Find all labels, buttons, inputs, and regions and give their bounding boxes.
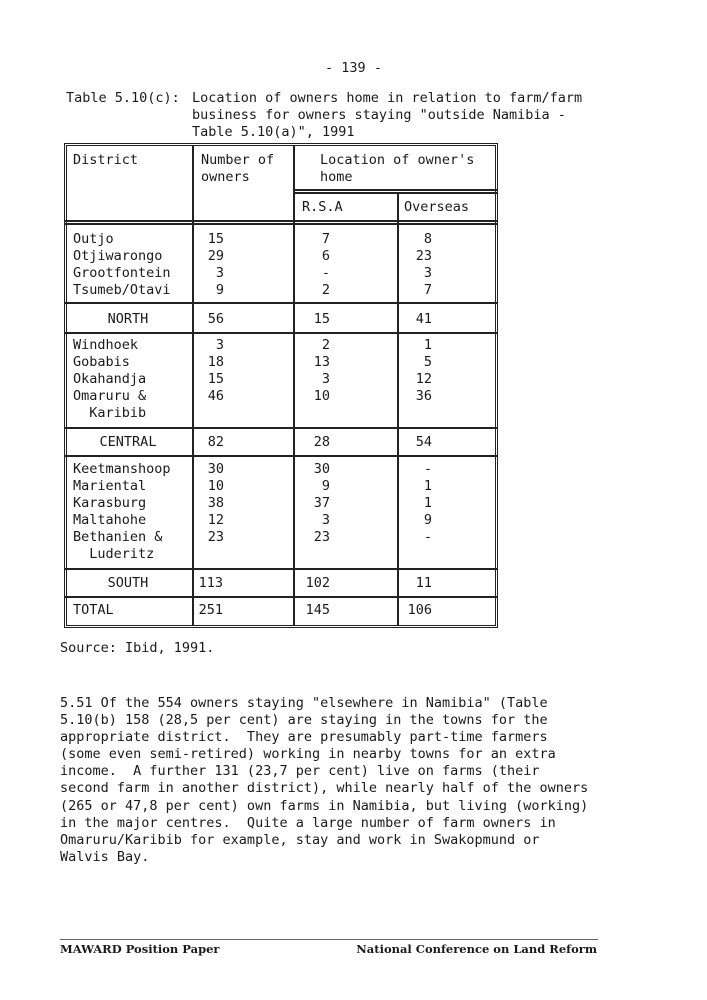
district-name: Windhoek xyxy=(73,337,139,353)
paragraph-line: second farm in another district), while nearly half of the owners xyxy=(60,780,589,797)
owners-count: 29 xyxy=(207,248,224,264)
rsa-count: 37 xyxy=(313,495,330,511)
owners-count: 18 xyxy=(207,354,224,370)
overseas-count: 3 xyxy=(423,265,432,281)
district-name: Omaruru & xyxy=(73,388,147,404)
district-name: Keetmanshoop xyxy=(73,461,171,477)
total-owners: 251 xyxy=(198,602,223,618)
row-divider xyxy=(64,220,498,222)
caption-line: business for owners staying "outside Namibia - xyxy=(192,107,566,123)
overseas-count: 7 xyxy=(423,282,432,298)
header-location-line2: home xyxy=(320,169,353,185)
rsa-count: - xyxy=(321,265,330,281)
owners-count: 46 xyxy=(207,388,224,404)
header-location-line1: Location of owner's xyxy=(320,152,475,168)
rsa-count: 7 xyxy=(321,231,330,247)
owners-count: 15 xyxy=(207,371,224,387)
total-rsa: 145 xyxy=(305,602,330,618)
row-divider xyxy=(64,223,498,225)
owners-count: 23 xyxy=(207,529,224,545)
subtotal-owners: 113 xyxy=(198,575,223,591)
overseas-count: 12 xyxy=(415,371,432,387)
owners-count: 3 xyxy=(215,265,224,281)
data-table xyxy=(64,143,498,628)
subtotal-overseas: 54 xyxy=(415,434,432,450)
footer-left-text: MAWARD Position Paper xyxy=(60,942,220,956)
header-overseas: Overseas xyxy=(404,199,470,215)
rsa-count: 10 xyxy=(313,388,330,404)
overseas-count: 8 xyxy=(423,231,432,247)
row-divider xyxy=(64,596,498,598)
overseas-count: 1 xyxy=(423,337,432,353)
district-name: Otjiwarongo xyxy=(73,248,163,264)
rsa-count: 6 xyxy=(321,248,330,264)
caption-line: Location of owners home in relation to farm/farm xyxy=(192,90,583,106)
column-divider xyxy=(397,192,399,625)
overseas-count: 36 xyxy=(415,388,432,404)
subtotal-label: SOUTH xyxy=(107,575,149,591)
row-divider xyxy=(64,302,498,304)
column-divider xyxy=(293,146,295,625)
subtotal-label: CENTRAL xyxy=(99,434,157,450)
subtotal-rsa: 28 xyxy=(313,434,330,450)
rsa-count: 3 xyxy=(321,512,330,528)
subtotal-overseas: 41 xyxy=(415,311,432,327)
owners-count: 10 xyxy=(207,478,224,494)
row-divider xyxy=(64,427,498,429)
page-number: - 139 - xyxy=(325,60,382,76)
total-overseas: 106 xyxy=(407,602,432,618)
rsa-count: 23 xyxy=(313,529,330,545)
district-name: Tsumeb/Otavi xyxy=(73,282,171,298)
rsa-count: 9 xyxy=(321,478,330,494)
row-divider xyxy=(64,332,498,334)
paragraph-line: (265 or 47,8 per cent) own farms in Namibia, but living (working) xyxy=(60,797,589,814)
paragraph-line: income. A further 131 (23,7 per cent) live on farms (their xyxy=(60,763,540,780)
rsa-count: 2 xyxy=(321,337,330,353)
district-name: Okahandja xyxy=(73,371,147,387)
column-divider xyxy=(192,146,194,625)
district-name-continued: Karibib xyxy=(73,405,147,421)
rsa-count: 2 xyxy=(321,282,330,298)
paragraph-line: 5.51 Of the 554 owners staying "elsewhere in Namibia" (Table xyxy=(60,695,548,711)
header-rsa: R.S.A xyxy=(302,199,343,215)
rsa-count: 30 xyxy=(313,461,330,477)
district-name: Maltahohe xyxy=(73,512,147,528)
body-paragraph xyxy=(60,695,600,866)
paragraph-line: in the major centres. Quite a large number of farm owners in xyxy=(60,814,556,831)
owners-count: 9 xyxy=(215,282,224,298)
rsa-count: 3 xyxy=(321,371,330,387)
district-name-continued: Luderitz xyxy=(73,546,155,562)
row-divider xyxy=(64,568,498,570)
subtotal-label: NORTH xyxy=(107,311,149,327)
overseas-count: 23 xyxy=(415,248,432,264)
subtotal-rsa: 102 xyxy=(305,575,330,591)
overseas-count: 5 xyxy=(423,354,432,370)
paragraph-line: Walvis Bay. xyxy=(60,848,150,865)
source-note: Source: Ibid, 1991. xyxy=(60,640,215,656)
header-number-line1: Number of xyxy=(201,152,275,168)
paragraph-line: (some even semi-retired) working in nearby towns for an extra xyxy=(60,746,556,763)
overseas-count: - xyxy=(423,529,432,545)
owners-count: 15 xyxy=(207,231,224,247)
table-caption-label: Table 5.10(c): xyxy=(66,90,180,106)
owners-count: 12 xyxy=(207,512,224,528)
footer-divider xyxy=(60,939,598,940)
header-district: District xyxy=(73,152,139,168)
header-number-line2: owners xyxy=(201,169,250,185)
row-divider xyxy=(293,192,498,194)
rsa-count: 13 xyxy=(313,354,330,370)
subtotal-rsa: 15 xyxy=(313,311,330,327)
row-divider xyxy=(64,455,498,457)
caption-line: Table 5.10(a)", 1991 xyxy=(192,124,355,140)
district-name: Karasburg xyxy=(73,495,147,511)
district-name: Grootfontein xyxy=(73,265,171,281)
owners-count: 3 xyxy=(215,337,224,353)
district-name: Bethanien & xyxy=(73,529,163,545)
owners-count: 30 xyxy=(207,461,224,477)
overseas-count: 9 xyxy=(423,512,432,528)
total-label: TOTAL xyxy=(73,602,114,618)
district-name: Outjo xyxy=(73,231,114,247)
district-name: Mariental xyxy=(73,478,147,494)
table-caption xyxy=(192,90,612,141)
row-divider xyxy=(293,189,498,191)
paragraph-line: Omaruru/Karibib for example, stay and work in Swakopmund or xyxy=(60,831,540,848)
paragraph-line: 5.10(b) 158 (28,5 per cent) are staying in the towns for the xyxy=(60,712,548,729)
overseas-count: 1 xyxy=(423,478,432,494)
paragraph-line: appropriate district. They are presumably part-time farmers xyxy=(60,729,548,746)
footer-right-text: National Conference on Land Reform xyxy=(356,942,597,956)
owners-count: 38 xyxy=(207,495,224,511)
overseas-count: 1 xyxy=(423,495,432,511)
overseas-count: - xyxy=(423,461,432,477)
subtotal-overseas: 11 xyxy=(415,575,432,591)
subtotal-owners: 82 xyxy=(207,434,224,450)
district-name: Gobabis xyxy=(73,354,130,370)
subtotal-owners: 56 xyxy=(207,311,224,327)
